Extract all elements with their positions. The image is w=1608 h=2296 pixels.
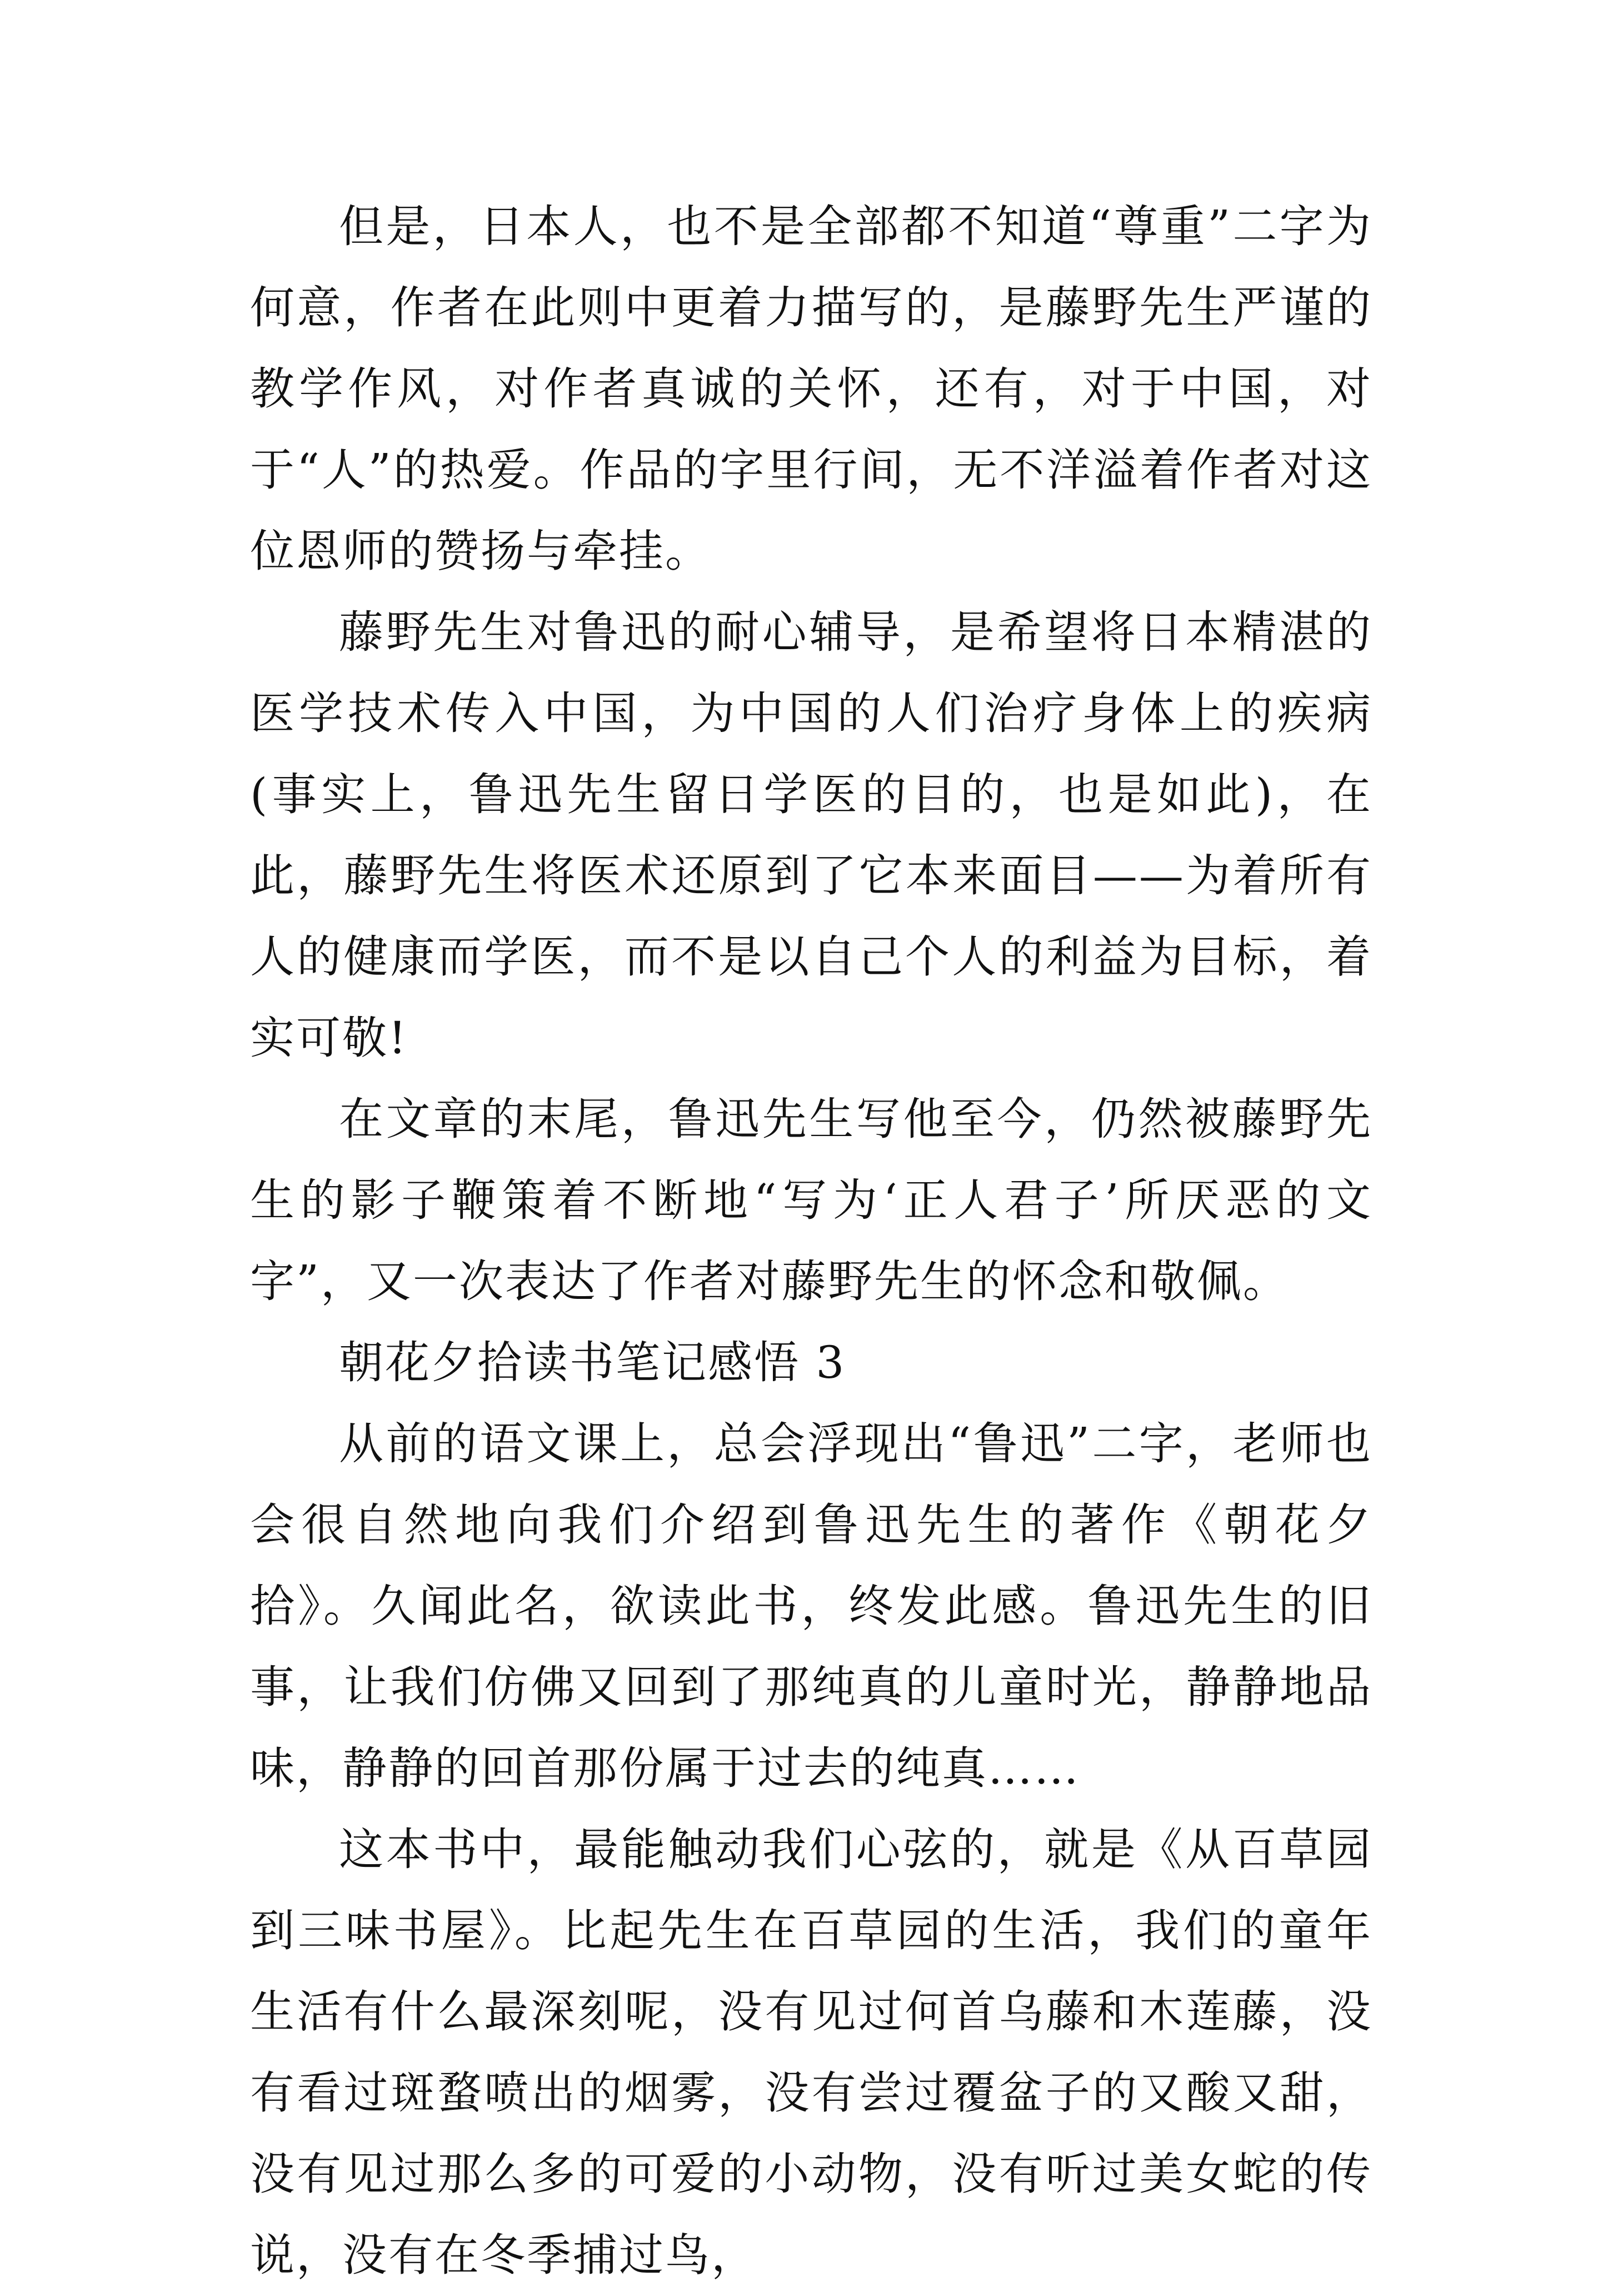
paragraph-medical-guidance: 藤野先生对鲁迅的耐心辅导，是希望将日本精湛的医学技术传入中国，为中国的人们治疗身体上的疾病(事实上，鲁迅先生留日学医的目的，也是如此)，在此，藤野先生将医术还原到了它本来面目——为着所有人的健康而学医，而不是以自己个人的利益为目标，着实可敬! xyxy=(250,606,1372,1064)
paragraph-respect: 但是，日本人，也不是全部都不知道“尊重”二字为何意，作者在此则中更着力描写的，是藤野先生严谨的教学作风，对作者真诚的关怀，还有，对于中国，对于“人”的热爱。作品的字里行间，无不洋溢着作者对这位恩师的赞扬与牵挂。 xyxy=(250,201,1372,577)
paragraph-baicaoyuan: 这本书中，最能触动我们心弦的，就是《从百草园到三味书屋》。比起先生在百草园的生活，我们的童年生活有什么最深刻呢，没有见过何首乌藤和木莲藤，没有看过斑蝥喷出的烟雾，没有尝过覆盆子的又酸又甜，没有见过那么多的可爱的小动物，没有听过美女蛇的传说，没有在冬季捕过鸟， xyxy=(250,1824,1372,2281)
paragraph-chinese-class: 从前的语文课上，总会浮现出“鲁迅”二字，老师也会很自然地向我们介绍到鲁迅先生的著作《朝花夕拾》。久闻此名，欲读此书，终发此感。鲁迅先生的旧事，让我们仿佛又回到了那纯真的儿童时光，静静地品味，静静的回首那份属于过去的纯真…… xyxy=(250,1418,1372,1794)
paragraph-ending: 在文章的末尾，鲁迅先生写他至今，仍然被藤野先生的影子鞭策着不断地“写为‘正人君子’所厌恶的文字”，又一次表达了作者对藤野先生的怀念和敬佩。 xyxy=(250,1093,1372,1307)
document-page xyxy=(250,186,1372,2296)
section-title: 朝花夕拾读书笔记感悟 3 xyxy=(339,1337,846,1388)
